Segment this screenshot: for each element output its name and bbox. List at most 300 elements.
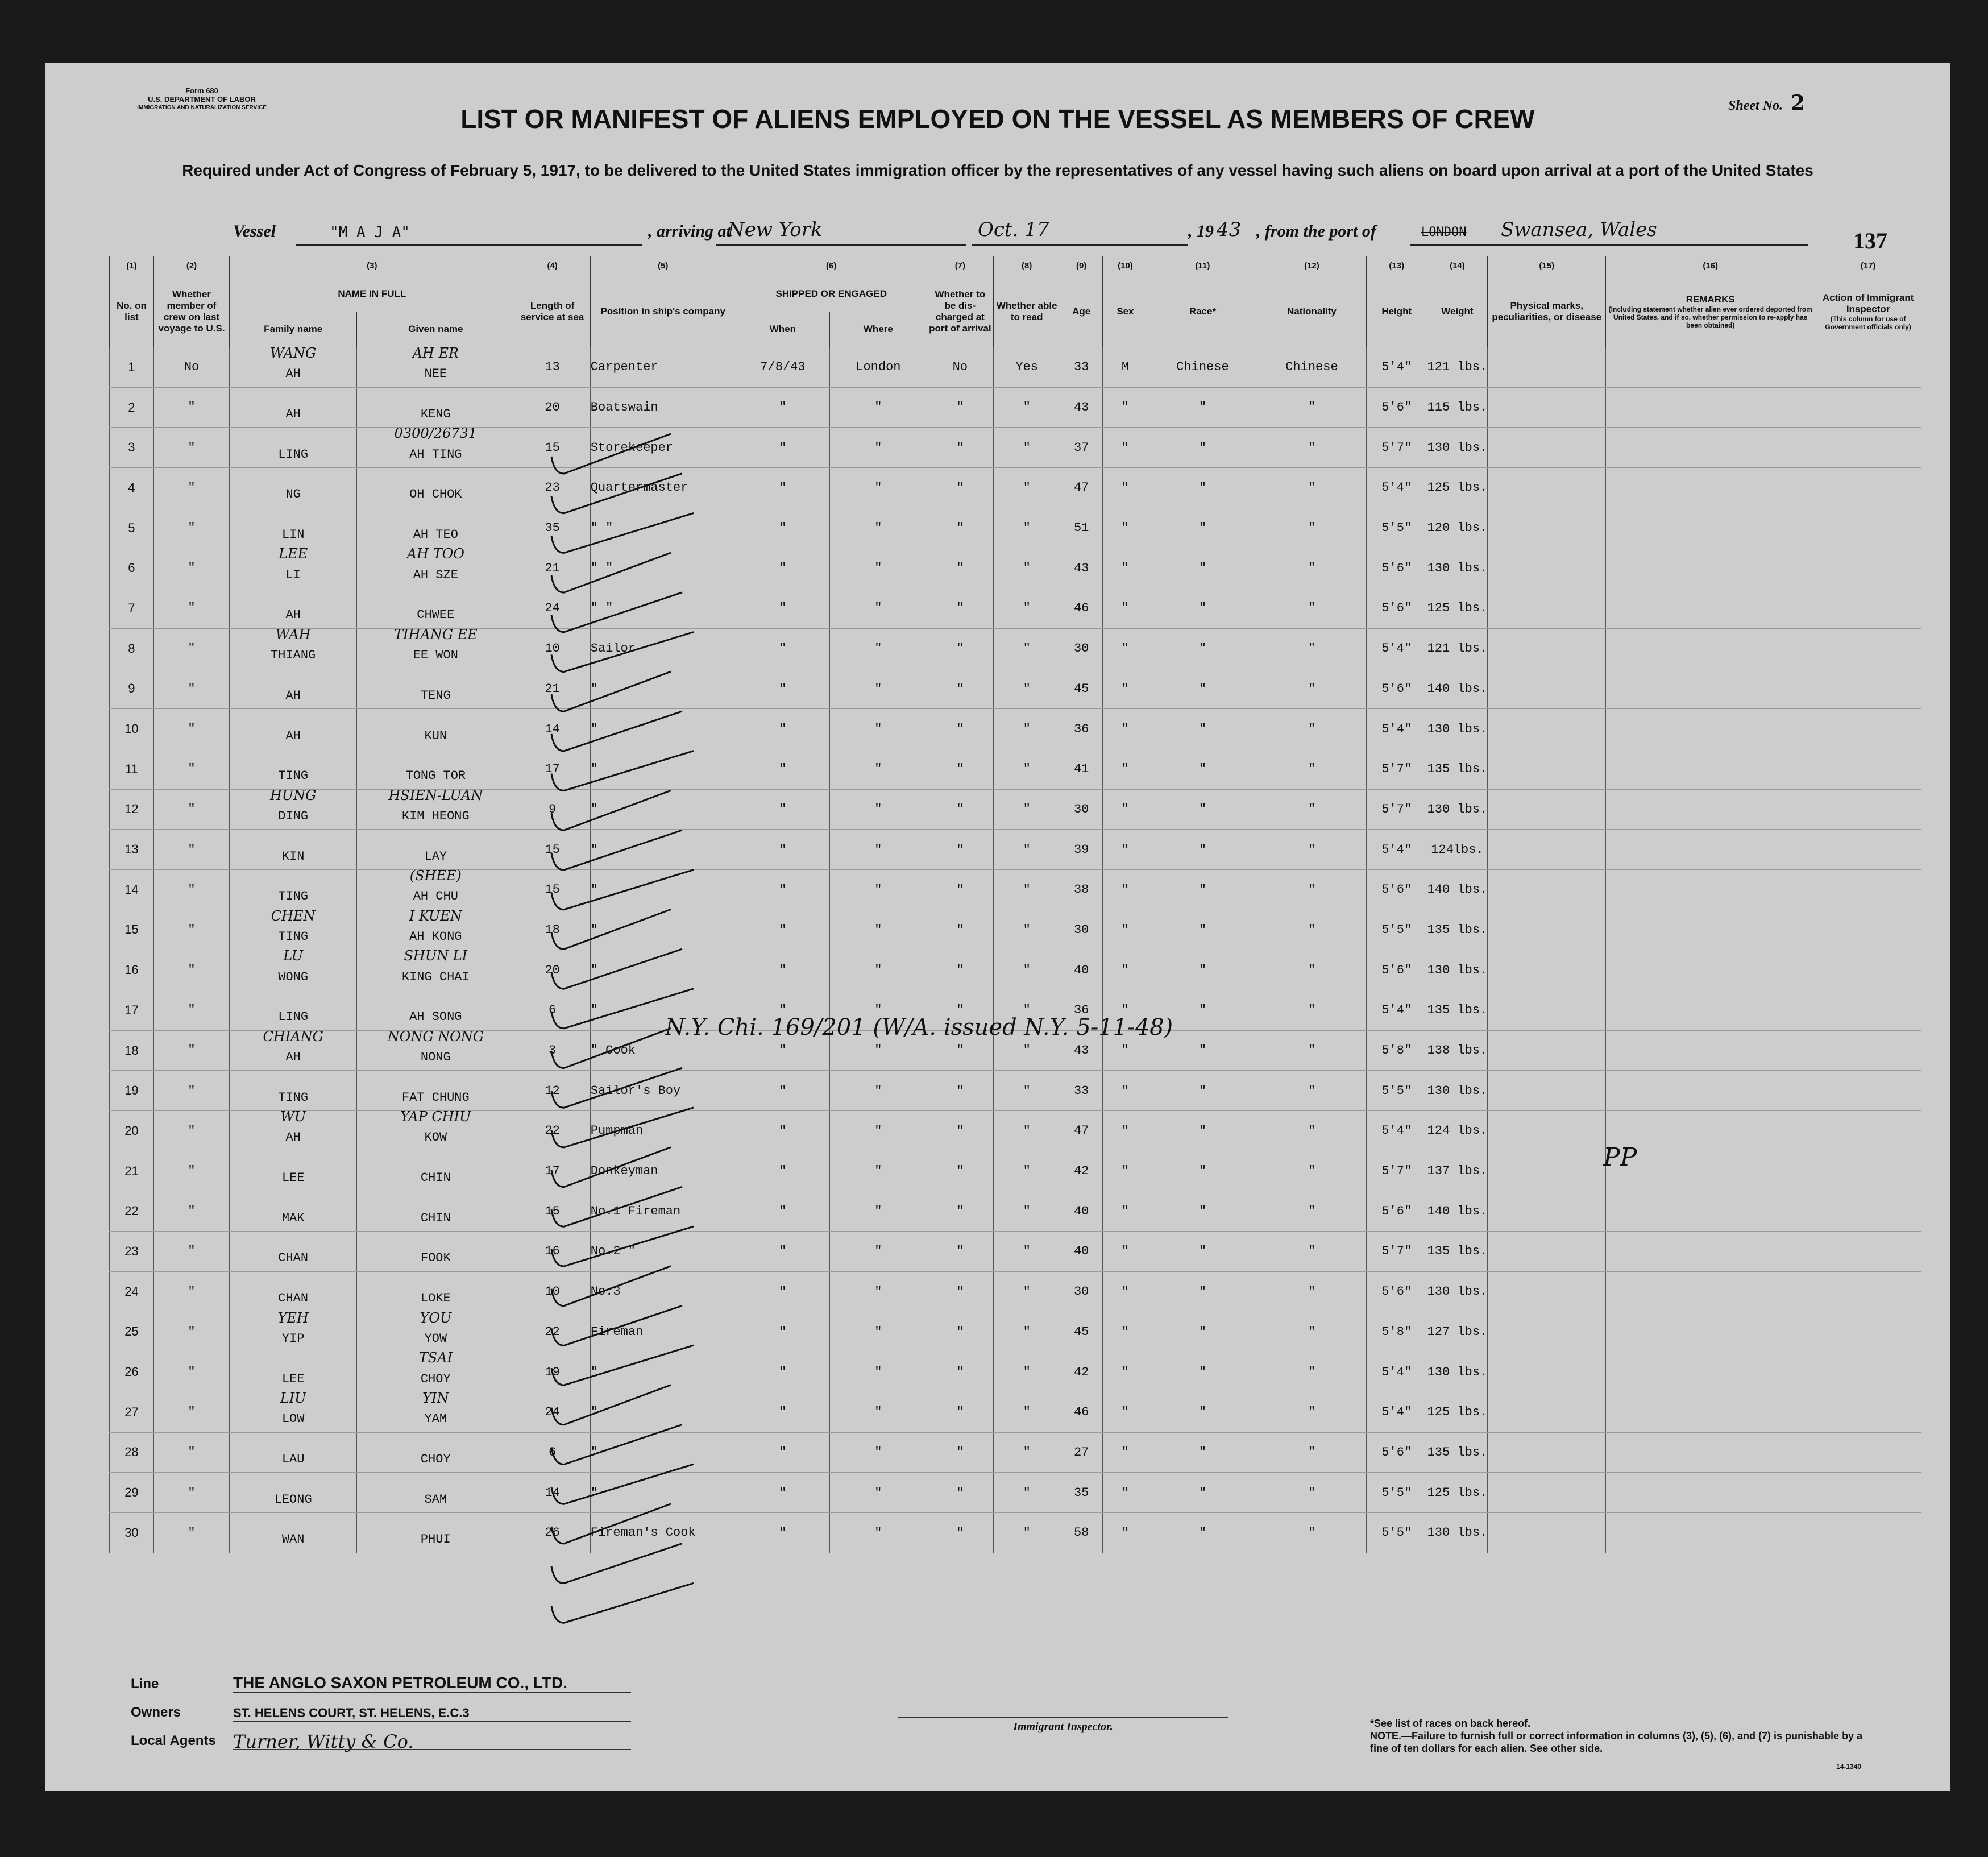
crew-read: " (994, 1512, 1060, 1553)
crew-sex: " (1102, 1191, 1148, 1232)
alias-given-name: SHUN LI (404, 948, 468, 964)
crew-height: 5'4" (1366, 830, 1427, 870)
crew-prev-voyage: " (153, 869, 229, 910)
crew-discharge: " (927, 1392, 993, 1432)
crew-read: " (994, 508, 1060, 548)
crew-race: " (1148, 950, 1257, 990)
crew-prev-voyage: " (153, 468, 229, 508)
crew-nationality: " (1257, 1432, 1366, 1473)
row19-remark: PP (1603, 1143, 1637, 1172)
crew-prev-voyage: " (153, 548, 229, 588)
alias-given-name: YOU (420, 1309, 452, 1326)
crew-race: " (1148, 1111, 1257, 1151)
crew-sex: " (1102, 1271, 1148, 1312)
checkmark (551, 1305, 682, 1345)
crew-no: 2 (110, 387, 154, 428)
crew-service: 20 (514, 387, 590, 428)
crew-age: 45 (1060, 1312, 1103, 1352)
crew-where: " (830, 1312, 927, 1352)
crew-position: Quartermaster (590, 468, 736, 508)
crew-read: " (994, 1432, 1060, 1473)
crew-when: " (736, 1312, 829, 1352)
crew-read: " (994, 1111, 1060, 1151)
checkmark (551, 830, 682, 870)
checkmark (551, 1266, 671, 1306)
crew-no: 25 (110, 1312, 154, 1352)
crew-sex: " (1102, 1030, 1148, 1071)
owners-row: Owners ST. HELENS COURT, ST. HELENS, E.C.3 (131, 1700, 927, 1724)
crew-prev-voyage: " (153, 749, 229, 789)
crew-prev-voyage: " (153, 830, 229, 870)
crew-when: " (736, 428, 829, 468)
inspector-signature-line: Immigrant Inspector. (898, 1717, 1228, 1734)
crew-position: Pumpman (590, 1111, 736, 1151)
crew-sex: " (1102, 950, 1148, 990)
crew-nationality: " (1257, 508, 1366, 548)
crew-when: " (736, 548, 829, 588)
crew-position: " " (590, 508, 736, 548)
crew-sex: " (1102, 628, 1148, 669)
crew-service: 24 (514, 1392, 590, 1432)
col-sex: Sex (1102, 276, 1148, 347)
vessel-name: "M A J A" (330, 224, 410, 241)
crew-discharge: No (927, 347, 993, 388)
col-no-on-list: No. on list (110, 276, 154, 347)
crew-prev-voyage: " (153, 428, 229, 468)
crew-given-name: AH TOO AH SZE (357, 548, 514, 588)
crew-age: 47 (1060, 1111, 1103, 1151)
crew-no: 23 (110, 1232, 154, 1272)
checkmark (551, 474, 682, 513)
crew-weight: 130 lbs. (1427, 1512, 1488, 1553)
arriving-port: New York (728, 218, 823, 241)
crew-prev-voyage: " (153, 990, 229, 1031)
crew-position: Fireman's Cook (590, 1512, 736, 1553)
crew-sex: " (1102, 1473, 1148, 1513)
crew-race: " (1148, 869, 1257, 910)
crew-when: " (736, 508, 829, 548)
checkmark (551, 790, 671, 830)
crew-discharge: " (927, 1030, 993, 1071)
crew-nationality: " (1257, 910, 1366, 950)
crew-nationality: " (1257, 1232, 1366, 1272)
crew-age: 42 (1060, 1352, 1103, 1392)
crew-age: 43 (1060, 548, 1103, 588)
column-numbers: (1) (2) (3) (4) (5) (6) (7) (8) (9) (10) (11) (12) (13) (14) (15) (16) (17) (110, 256, 1921, 276)
crew-nationality: Chinese (1257, 347, 1366, 388)
crew-age: 27 (1060, 1432, 1103, 1473)
crew-when: " (736, 1111, 829, 1151)
crew-prev-voyage: " (153, 387, 229, 428)
crew-family-name: LAU (230, 1432, 357, 1473)
crew-given-name: YAP CHIU KOW (357, 1111, 514, 1151)
crew-prev-voyage: " (153, 1392, 229, 1432)
col-height: Height (1366, 276, 1427, 347)
crew-family-name: WANG AH (230, 347, 357, 388)
crew-height: 5'6" (1366, 1271, 1427, 1312)
checkmark (551, 949, 682, 989)
crew-no: 13 (110, 830, 154, 870)
crew-age: 33 (1060, 1071, 1103, 1111)
crew-age: 38 (1060, 869, 1103, 910)
crew-family-name: MAK (230, 1191, 357, 1232)
crew-nationality: " (1257, 1512, 1366, 1553)
crew-weight: 121 lbs. (1427, 347, 1488, 388)
checkmark (551, 1068, 682, 1108)
crew-where: " (830, 830, 927, 870)
crew-family-name: LIU LOW (230, 1392, 357, 1432)
crew-weight: 140 lbs. (1427, 669, 1488, 709)
crew-nationality: " (1257, 387, 1366, 428)
crew-race: " (1148, 1392, 1257, 1432)
crew-nationality: " (1257, 1111, 1366, 1151)
crew-prev-voyage: " (153, 709, 229, 749)
crew-height: 5'8" (1366, 1312, 1427, 1352)
crew-weight: 124 lbs. (1427, 1111, 1488, 1151)
crew-weight: 130 lbs. (1427, 950, 1488, 990)
crew-where: " (830, 387, 927, 428)
crew-read: " (994, 789, 1060, 830)
crew-discharge: " (927, 428, 993, 468)
crew-no: 4 (110, 468, 154, 508)
crew-height: 5'5" (1366, 1473, 1427, 1513)
crew-prev-voyage: " (153, 1512, 229, 1553)
crew-where: " (830, 1191, 927, 1232)
checkmark (551, 1108, 694, 1147)
crew-height: 5'7" (1366, 428, 1427, 468)
alias-family-name: CHIANG (263, 1028, 323, 1044)
crew-nationality: " (1257, 628, 1366, 669)
crew-family-name: KIN (230, 830, 357, 870)
crew-height: 5'7" (1366, 1151, 1427, 1191)
form-number: Form 680 (185, 86, 218, 95)
crew-family-name: AH (230, 588, 357, 629)
crew-prev-voyage: " (153, 1191, 229, 1232)
col-position: Position in ship's company (590, 276, 736, 347)
footer-notes: *See list of races on back hereof. NOTE.—Failure to furnish full or correct information in columns (3), (5), (6), and (7) is punishable by a fine of ten dollars for each alien. See other side. (1370, 1718, 1863, 1754)
crew-service: 3 (514, 1030, 590, 1071)
crew-sex: " (1102, 548, 1148, 588)
crew-age: 41 (1060, 749, 1103, 789)
crew-sex: " (1102, 428, 1148, 468)
crew-service: 10 (514, 1271, 590, 1312)
alias-given-name: TIHANG EE (394, 626, 478, 643)
crew-sex: " (1102, 830, 1148, 870)
crew-no: 22 (110, 1191, 154, 1232)
crew-nationality: " (1257, 1312, 1366, 1352)
crew-weight: 138 lbs. (1427, 1030, 1488, 1071)
crew-read: " (994, 1271, 1060, 1312)
crew-nationality: " (1257, 950, 1366, 990)
alias-given-name: YIN (422, 1390, 449, 1406)
crew-discharge: " (927, 588, 993, 629)
crew-nationality: " (1257, 588, 1366, 629)
crew-discharge: " (927, 789, 993, 830)
crew-prev-voyage: " (153, 669, 229, 709)
crew-family-name: CHIANG AH (230, 1030, 357, 1071)
crew-family-name: LEE (230, 1352, 357, 1392)
crew-age: 33 (1060, 347, 1103, 388)
crew-no: 10 (110, 709, 154, 749)
crew-height: 5'6" (1366, 1432, 1427, 1473)
crew-family-name: CHAN (230, 1232, 357, 1272)
crew-race: " (1148, 1151, 1257, 1191)
col-shipped-engaged: SHIPPED OR ENGAGED (736, 276, 927, 312)
crew-race: " (1148, 749, 1257, 789)
crew-prev-voyage: " (153, 1151, 229, 1191)
crew-age: 37 (1060, 428, 1103, 468)
crew-read: " (994, 468, 1060, 508)
crew-family-name: TING (230, 1071, 357, 1111)
crew-family-name: CHEN TING (230, 910, 357, 950)
crew-no: 20 (110, 1111, 154, 1151)
crew-nationality: " (1257, 789, 1366, 830)
col-able-read: Whether able to read (994, 276, 1060, 347)
crew-given-name: KUN (357, 709, 514, 749)
crew-weight: 125 lbs. (1427, 1473, 1488, 1513)
col-weight: Weight (1427, 276, 1488, 347)
crew-discharge: " (927, 1071, 993, 1111)
crew-sex: " (1102, 1392, 1148, 1432)
crew-service: 6 (514, 1432, 590, 1473)
checkmark (551, 513, 694, 553)
crew-service: 18 (514, 910, 590, 950)
crew-nationality: " (1257, 468, 1366, 508)
crew-family-name: NG (230, 468, 357, 508)
crew-position: Donkeyman (590, 1151, 736, 1191)
crew-position: " (590, 830, 736, 870)
crew-race: " (1148, 1232, 1257, 1272)
crew-position: " (590, 669, 736, 709)
crew-family-name: AH (230, 709, 357, 749)
crew-given-name: LOKE (357, 1271, 514, 1312)
crew-given-name: (SHEE) AH CHU (357, 869, 514, 910)
crew-prev-voyage: " (153, 1352, 229, 1392)
crew-age: 47 (1060, 468, 1103, 508)
crew-weight: 135 lbs. (1427, 1432, 1488, 1473)
crew-age: 36 (1060, 990, 1103, 1031)
crew-when: " (736, 1232, 829, 1272)
crew-discharge: " (927, 1151, 993, 1191)
crew-discharge: " (927, 1432, 993, 1473)
crew-service: 15 (514, 1191, 590, 1232)
alias-family-name: LU (283, 948, 304, 964)
crew-where: " (830, 1392, 927, 1432)
crew-prev-voyage: " (153, 950, 229, 990)
crew-sex: " (1102, 990, 1148, 1031)
crew-family-name: LING (230, 990, 357, 1031)
crew-race: " (1148, 1512, 1257, 1553)
crew-weight: 124lbs. (1427, 830, 1488, 870)
crew-no: 15 (110, 910, 154, 950)
crew-when: " (736, 628, 829, 669)
crew-discharge: " (927, 709, 993, 749)
crew-service: 24 (514, 588, 590, 629)
agents-row: Local Agents Turner, Witty & Co. (131, 1728, 927, 1752)
crew-position: No.2 " (590, 1232, 736, 1272)
checkmark (551, 1504, 671, 1544)
crew-race: " (1148, 669, 1257, 709)
checkmark (551, 1187, 682, 1226)
crew-weight: 121 lbs. (1427, 628, 1488, 669)
crew-where: " (830, 468, 927, 508)
crew-weight: 130 lbs. (1427, 789, 1488, 830)
crew-weight: 135 lbs. (1427, 1232, 1488, 1272)
crew-height: 5'4" (1366, 628, 1427, 669)
crew-family-name: HUNG DING (230, 789, 357, 830)
alias-family-name: WAH (275, 626, 311, 643)
crew-position: " (590, 910, 736, 950)
crew-family-name: LEE LI (230, 548, 357, 588)
crew-sex: " (1102, 669, 1148, 709)
crew-where: " (830, 709, 927, 749)
crew-where: London (830, 347, 927, 388)
col-name-in-full: NAME IN FULL (230, 276, 514, 312)
crew-weight: 130 lbs. (1427, 548, 1488, 588)
crew-given-name: AH ER NEE (357, 347, 514, 388)
crew-weight: 115 lbs. (1427, 387, 1488, 428)
crew-sex: " (1102, 1512, 1148, 1553)
crew-when: " (736, 950, 829, 990)
crew-where: " (830, 1432, 927, 1473)
alias-family-name: CHEN (271, 907, 316, 924)
crew-prev-voyage: " (153, 508, 229, 548)
crew-race: " (1148, 548, 1257, 588)
crew-when: " (736, 869, 829, 910)
crew-when: " (736, 1191, 829, 1232)
crew-given-name: YIN YAM (357, 1392, 514, 1432)
checkmark (551, 632, 694, 672)
crew-service: 13 (514, 347, 590, 388)
crew-given-name: HSIEN-LUAN KIM HEONG (357, 789, 514, 830)
crew-sex: " (1102, 468, 1148, 508)
crew-prev-voyage: " (153, 910, 229, 950)
alias-given-name: YAP CHIU (400, 1109, 471, 1125)
crew-service: 17 (514, 749, 590, 789)
service-name: IMMIGRATION AND NATURALIZATION SERVICE (137, 105, 267, 111)
crew-race: " (1148, 709, 1257, 749)
crew-age: 30 (1060, 789, 1103, 830)
crew-age: 45 (1060, 669, 1103, 709)
crew-position: Sailor (590, 628, 736, 669)
crew-no: 28 (110, 1432, 154, 1473)
crew-height: 5'5" (1366, 1512, 1427, 1553)
crew-discharge: " (927, 869, 993, 910)
crew-where: " (830, 1151, 927, 1191)
crew-discharge: " (927, 1473, 993, 1513)
crew-no: 14 (110, 869, 154, 910)
crew-family-name: WU AH (230, 1111, 357, 1151)
crew-age: 35 (1060, 1473, 1103, 1513)
crew-given-name: KENG (357, 387, 514, 428)
crew-no: 27 (110, 1392, 154, 1432)
crew-prev-voyage: " (153, 1312, 229, 1352)
crew-position: " (590, 1352, 736, 1392)
col-length-service: Length of service at sea (514, 276, 590, 347)
crew-service: 17 (514, 1151, 590, 1191)
crew-where: " (830, 869, 927, 910)
crew-race: " (1148, 387, 1257, 428)
crew-no: 24 (110, 1271, 154, 1312)
crew-given-name: TIHANG EE EE WON (357, 628, 514, 669)
crew-discharge: " (927, 749, 993, 789)
crew-when: " (736, 749, 829, 789)
crew-read: " (994, 1392, 1060, 1432)
crew-given-name: CHIN (357, 1191, 514, 1232)
crew-race: " (1148, 1271, 1257, 1312)
crew-height: 5'6" (1366, 669, 1427, 709)
checkmark (551, 434, 671, 474)
crew-height: 5'7" (1366, 789, 1427, 830)
crew-sex: " (1102, 588, 1148, 629)
arriving-label: , arriving at (648, 222, 731, 241)
crew-read: " (994, 1191, 1060, 1232)
crew-service: 10 (514, 628, 590, 669)
crew-age: 43 (1060, 387, 1103, 428)
crew-when: " (736, 588, 829, 629)
col-member-last-voyage: Whether member of crew on last voyage to U.S. (153, 276, 229, 347)
crew-read: " (994, 749, 1060, 789)
crew-sex: " (1102, 709, 1148, 749)
crew-sex: " (1102, 1432, 1148, 1473)
crew-where: " (830, 1473, 927, 1513)
crew-race: " (1148, 468, 1257, 508)
crew-nationality: " (1257, 1071, 1366, 1111)
checkmark (551, 1345, 694, 1385)
crew-read: " (994, 950, 1060, 990)
crew-discharge: " (927, 468, 993, 508)
crew-age: 46 (1060, 1392, 1103, 1432)
line-value: THE ANGLO SAXON PETROLEUM CO., LTD. (233, 1674, 567, 1692)
crew-no: 5 (110, 508, 154, 548)
col-discharged: Whether to be dis-charged at port of arrival (927, 276, 993, 347)
crew-where: " (830, 508, 927, 548)
crew-given-name: FAT CHUNG (357, 1071, 514, 1111)
page-title: LIST OR MANIFEST OF ALIENS EMPLOYED ON THE VESSEL AS MEMBERS OF CREW (460, 104, 1535, 134)
crew-family-name: AH (230, 669, 357, 709)
crew-sex: " (1102, 1071, 1148, 1111)
crew-discharge: " (927, 628, 993, 669)
page-subtitle: Required under Act of Congress of February 5, 1917, to be delivered to the United States immigration officer by the representatives of any vessel having such aliens on board upon arrival at a port of the United States (182, 161, 1813, 179)
crew-where: " (830, 548, 927, 588)
crew-weight: 137 lbs. (1427, 1151, 1488, 1191)
crew-prev-voyage: " (153, 1030, 229, 1071)
checkmark (551, 592, 682, 632)
crew-read: " (994, 588, 1060, 629)
crew-read: Yes (994, 347, 1060, 388)
alias-family-name: WANG (270, 345, 317, 361)
crew-when: " (736, 1473, 829, 1513)
crew-service: 9 (514, 789, 590, 830)
crew-height: 5'4" (1366, 709, 1427, 749)
crew-position: " (590, 1432, 736, 1473)
crew-family-name: TING (230, 749, 357, 789)
crew-age: 51 (1060, 508, 1103, 548)
from-label: , from the port of (1256, 222, 1376, 241)
crew-prev-voyage: " (153, 628, 229, 669)
crew-where: " (830, 669, 927, 709)
crew-no: 3 (110, 428, 154, 468)
handwritten-overlay (45, 63, 1950, 1791)
crew-age: 30 (1060, 1271, 1103, 1312)
crew-discharge: " (927, 387, 993, 428)
crew-age: 40 (1060, 1191, 1103, 1232)
crew-service: 22 (514, 1111, 590, 1151)
checkmark (551, 1147, 671, 1187)
crew-sex: M (1102, 347, 1148, 388)
crew-no: 9 (110, 669, 154, 709)
crew-height: 5'5" (1366, 508, 1427, 548)
